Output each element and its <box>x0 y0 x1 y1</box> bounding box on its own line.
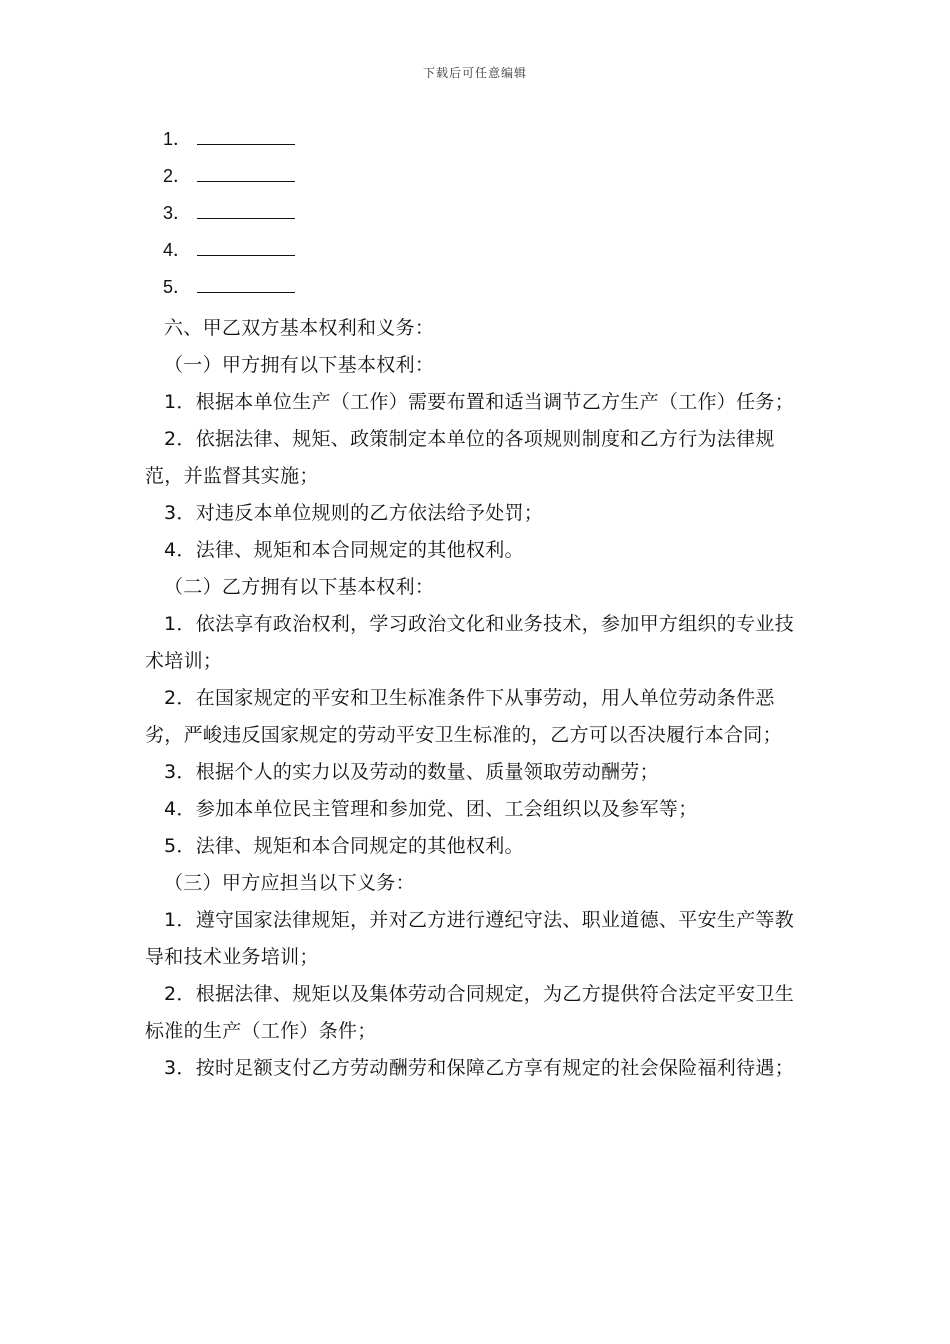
clause-paragraph: 3．对违反本单位规则的乙方依法给予处罚； <box>164 502 544 524</box>
clause-paragraph: 4．法律、规矩和本合同规定的其他权利。 <box>164 539 524 561</box>
document-body <box>145 310 809 1087</box>
clause-paragraph: 3．根据个人的实力以及劳动的数量、质量领取劳动酬劳； <box>164 761 659 783</box>
clause-paragraph: 2．在国家规定的平安和卫生标准条件下从事劳动，用人单位劳动条件恶劣，严峻违反国家规定的劳动平安卫生标准的，乙方可以否决履行本合同； <box>145 687 782 746</box>
blank-item <box>163 272 295 309</box>
blank-item <box>163 161 295 198</box>
blank-number: 5． <box>163 277 192 297</box>
subsection-heading: （二）乙方拥有以下基本权利： <box>164 576 435 598</box>
blank-list <box>163 124 295 309</box>
clause-paragraph: 2．根据法律、规矩以及集体劳动合同规定，为乙方提供符合法定平安卫生标准的生产（工作）条件； <box>145 983 794 1042</box>
blank-item <box>163 235 295 272</box>
blank-line <box>197 235 295 256</box>
blank-line <box>197 198 295 219</box>
clause-paragraph: 5．法律、规矩和本合同规定的其他权利。 <box>164 835 524 857</box>
clause-paragraph: 1．依法享有政治权利，学习政治文化和业务技术，参加甲方组织的专业技术培训； <box>145 613 794 672</box>
clause-paragraph: 1．根据本单位生产（工作）需要布置和适当调节乙方生产（工作）任务； <box>164 391 794 413</box>
blank-number: 3． <box>163 203 192 223</box>
subsection-heading: （一）甲方拥有以下基本权利： <box>164 354 435 376</box>
clause-paragraph: 3．按时足额支付乙方劳动酬劳和保障乙方享有规定的社会保险福利待遇； <box>164 1057 794 1079</box>
blank-item <box>163 124 295 161</box>
blank-number: 2． <box>163 166 192 186</box>
clause-paragraph: 2．依据法律、规矩、政策制定本单位的各项规则制度和乙方行为法律规范，并监督其实施； <box>145 428 775 487</box>
blank-number: 1． <box>163 129 192 149</box>
blank-line <box>197 272 295 293</box>
page-header: 下载后可任意编辑 <box>422 66 527 80</box>
clause-paragraph: 1．遵守国家法律规矩，并对乙方进行遵纪守法、职业道德、平安生产等教导和技术业务培训； <box>145 909 794 968</box>
blank-number: 4． <box>163 240 192 260</box>
blank-item <box>163 198 295 235</box>
blank-line <box>197 161 295 182</box>
clause-paragraph: 4．参加本单位民主管理和参加党、团、工会组织以及参军等； <box>164 798 698 820</box>
subsection-heading: （三）甲方应担当以下义务： <box>164 872 415 894</box>
section-heading: 六、甲乙双方基本权利和义务： <box>164 317 435 339</box>
blank-line <box>197 124 295 145</box>
